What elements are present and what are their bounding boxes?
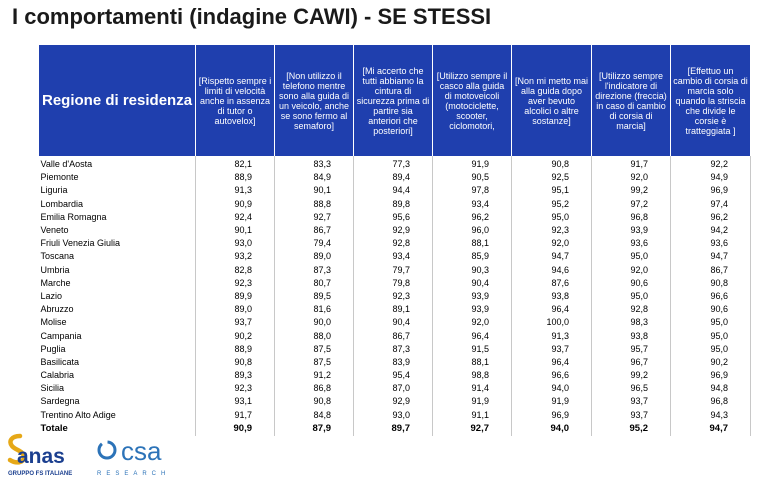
value-cell: 94,8	[671, 382, 751, 395]
region-name: Puglia	[39, 343, 196, 356]
value-cell: 92,8	[354, 237, 433, 250]
value-cell: 92,3	[512, 224, 592, 237]
column-header-seatbelt: [Mi accerto che tutti abbiamo la cintura di sicurezza prima di partire sia anteriori che posteriori]	[354, 45, 433, 156]
data-table	[38, 45, 751, 436]
value-cell: 92,7	[275, 211, 354, 224]
value-cell: 86,7	[671, 264, 751, 277]
value-cell: 93,7	[592, 395, 671, 408]
table-row	[39, 211, 751, 224]
value-cell: 93,9	[433, 290, 512, 303]
value-cell: 87,3	[275, 264, 354, 277]
value-cell: 88,1	[433, 237, 512, 250]
region-name: Trentino Alto Adige	[39, 409, 196, 422]
value-cell: 86,7	[354, 329, 433, 342]
value-cell: 90,2	[671, 356, 751, 369]
value-cell: 90,6	[671, 303, 751, 316]
table-row	[39, 290, 751, 303]
value-cell: 98,8	[433, 369, 512, 382]
value-cell: 95,2	[592, 422, 671, 436]
value-cell: 94,0	[512, 382, 592, 395]
region-name: Umbria	[39, 264, 196, 277]
value-cell: 99,2	[592, 184, 671, 197]
value-cell: 89,1	[354, 303, 433, 316]
value-cell: 90,8	[512, 156, 592, 171]
region-name: Totale	[39, 422, 196, 436]
value-cell: 79,8	[354, 277, 433, 290]
value-cell: 92,2	[671, 156, 751, 171]
value-cell: 97,8	[433, 184, 512, 197]
value-cell: 88,9	[196, 343, 275, 356]
value-cell: 81,6	[275, 303, 354, 316]
value-cell: 96,8	[671, 395, 751, 408]
value-cell: 88,8	[275, 198, 354, 211]
page-title: I comportamenti (indagine CAWI) - SE STESSI	[12, 4, 492, 29]
value-cell: 92,9	[354, 224, 433, 237]
value-cell: 77,3	[354, 156, 433, 171]
table-row	[39, 395, 751, 408]
table-row	[39, 409, 751, 422]
value-cell: 94,0	[512, 422, 592, 436]
value-cell: 95,0	[512, 211, 592, 224]
region-name: Piemonte	[39, 171, 196, 184]
table-row	[39, 382, 751, 395]
value-cell: 97,2	[592, 198, 671, 211]
value-cell: 87,0	[354, 382, 433, 395]
value-cell: 88,1	[433, 356, 512, 369]
value-cell: 98,3	[592, 316, 671, 329]
value-cell: 86,7	[275, 224, 354, 237]
value-cell: 79,7	[354, 264, 433, 277]
table-row	[39, 329, 751, 342]
value-cell: 90,8	[196, 356, 275, 369]
column-header-alcohol: [Non mi metto mai alla guida dopo aver bevuto alcolici o altre sostanze]	[512, 45, 592, 156]
value-cell: 90,4	[354, 316, 433, 329]
region-name: Marche	[39, 277, 196, 290]
csa-logo	[97, 436, 170, 477]
value-cell: 89,7	[354, 422, 433, 436]
csa-tagline: RESEARCH	[97, 471, 171, 477]
value-cell: 88,0	[275, 329, 354, 342]
region-name: Valle d'Aosta	[39, 156, 196, 171]
value-cell: 90,1	[196, 224, 275, 237]
region-name: Campania	[39, 329, 196, 342]
value-cell: 96,7	[592, 356, 671, 369]
value-cell: 90,9	[196, 198, 275, 211]
value-cell: 87,5	[275, 356, 354, 369]
value-cell: 88,9	[196, 171, 275, 184]
value-cell: 91,5	[433, 343, 512, 356]
value-cell: 93,0	[354, 409, 433, 422]
value-cell: 96,0	[433, 224, 512, 237]
value-cell: 92,0	[512, 237, 592, 250]
value-cell: 91,9	[433, 156, 512, 171]
region-name: Calabria	[39, 369, 196, 382]
table-body	[39, 156, 751, 436]
region-name: Friuli Venezia Giulia	[39, 237, 196, 250]
value-cell: 95,4	[354, 369, 433, 382]
table-row	[39, 224, 751, 237]
value-cell: 94,3	[671, 409, 751, 422]
value-cell: 94,7	[671, 250, 751, 263]
value-cell: 94,7	[671, 422, 751, 436]
value-cell: 96,2	[433, 211, 512, 224]
table-row	[39, 237, 751, 250]
value-cell: 93,2	[196, 250, 275, 263]
column-header-speed-limits: [Rispetto sempre i limiti di velocità anche in assenza di tutor o autovelox]	[196, 45, 275, 156]
region-name: Sardegna	[39, 395, 196, 408]
table-row	[39, 369, 751, 382]
value-cell: 95,2	[512, 198, 592, 211]
value-cell: 93,1	[196, 395, 275, 408]
value-cell: 93,6	[592, 237, 671, 250]
region-name: Molise	[39, 316, 196, 329]
value-cell: 92,5	[512, 171, 592, 184]
value-cell: 90,1	[275, 184, 354, 197]
value-cell: 99,2	[592, 369, 671, 382]
value-cell: 100,0	[512, 316, 592, 329]
value-cell: 96,4	[512, 303, 592, 316]
value-cell: 79,4	[275, 237, 354, 250]
value-cell: 95,0	[671, 316, 751, 329]
value-cell: 93,7	[592, 409, 671, 422]
value-cell: 92,3	[196, 277, 275, 290]
value-cell: 89,4	[354, 171, 433, 184]
value-cell: 90,8	[275, 395, 354, 408]
value-cell: 89,5	[275, 290, 354, 303]
value-cell: 92,8	[592, 303, 671, 316]
value-cell: 93,7	[512, 343, 592, 356]
value-cell: 91,9	[433, 395, 512, 408]
value-cell: 96,6	[512, 369, 592, 382]
anas-logo	[8, 436, 72, 477]
value-cell: 91,4	[433, 382, 512, 395]
region-name: Liguria	[39, 184, 196, 197]
value-cell: 96,9	[671, 369, 751, 382]
value-cell: 90,6	[592, 277, 671, 290]
value-cell: 86,8	[275, 382, 354, 395]
value-cell: 94,9	[671, 171, 751, 184]
region-name: Abruzzo	[39, 303, 196, 316]
value-cell: 94,2	[671, 224, 751, 237]
value-cell: 96,4	[512, 356, 592, 369]
value-cell: 89,9	[196, 290, 275, 303]
csa-ring-icon	[99, 442, 115, 458]
value-cell: 95,0	[592, 250, 671, 263]
value-cell: 94,6	[512, 264, 592, 277]
value-cell: 90,8	[671, 277, 751, 290]
anas-tagline: GRUPPO FS ITALIANE	[8, 471, 73, 477]
value-cell: 96,5	[592, 382, 671, 395]
table-row	[39, 277, 751, 290]
value-cell: 95,7	[592, 343, 671, 356]
value-cell: 90,5	[433, 171, 512, 184]
value-cell: 87,3	[354, 343, 433, 356]
value-cell: 96,4	[433, 329, 512, 342]
value-cell: 95,0	[592, 290, 671, 303]
value-cell: 91,1	[433, 409, 512, 422]
value-cell: 83,9	[354, 356, 433, 369]
value-cell: 89,8	[354, 198, 433, 211]
value-cell: 90,4	[433, 277, 512, 290]
value-cell: 91,3	[196, 184, 275, 197]
value-cell: 93,9	[433, 303, 512, 316]
value-cell: 94,4	[354, 184, 433, 197]
value-cell: 93,4	[433, 198, 512, 211]
value-cell: 95,1	[512, 184, 592, 197]
value-cell: 91,7	[196, 409, 275, 422]
value-cell: 93,6	[671, 237, 751, 250]
column-header-indicator: [Utilizzo sempre l'indicatore di direzione (freccia) in caso di cambio di corsia di marcia]	[592, 45, 671, 156]
table-row	[39, 156, 751, 171]
value-cell: 94,7	[512, 250, 592, 263]
value-cell: 87,5	[275, 343, 354, 356]
value-cell: 92,0	[592, 171, 671, 184]
column-header-lane-change: [Effettuo un cambio di corsia di marcia solo quando la striscia che divide le corsie è tratteggiata ]	[671, 45, 751, 156]
value-cell: 87,9	[275, 422, 354, 436]
value-cell: 93,9	[592, 224, 671, 237]
value-cell: 96,9	[512, 409, 592, 422]
table-row	[39, 250, 751, 263]
value-cell: 92,4	[196, 211, 275, 224]
value-cell: 95,6	[354, 211, 433, 224]
value-cell: 82,8	[196, 264, 275, 277]
value-cell: 96,9	[671, 184, 751, 197]
value-cell: 89,0	[275, 250, 354, 263]
value-cell: 84,8	[275, 409, 354, 422]
value-cell: 97,4	[671, 198, 751, 211]
region-name: Basilicata	[39, 356, 196, 369]
table-row	[39, 316, 751, 329]
region-name: Lazio	[39, 290, 196, 303]
region-column-header: Regione di residenza	[39, 45, 196, 156]
table-row	[39, 303, 751, 316]
value-cell: 91,3	[512, 329, 592, 342]
value-cell: 85,9	[433, 250, 512, 263]
header-row	[39, 45, 751, 156]
value-cell: 92,3	[354, 290, 433, 303]
value-cell: 90,3	[433, 264, 512, 277]
table-row	[39, 264, 751, 277]
region-name: Lombardia	[39, 198, 196, 211]
table-row	[39, 171, 751, 184]
value-cell: 92,3	[196, 382, 275, 395]
value-cell: 90,9	[196, 422, 275, 436]
value-cell: 96,2	[671, 211, 751, 224]
value-cell: 92,7	[433, 422, 512, 436]
value-cell: 93,8	[592, 329, 671, 342]
value-cell: 92,0	[433, 316, 512, 329]
value-cell: 83,3	[275, 156, 354, 171]
value-cell: 80,7	[275, 277, 354, 290]
value-cell: 92,9	[354, 395, 433, 408]
csa-wordmark: csa	[121, 436, 162, 466]
region-name: Toscana	[39, 250, 196, 263]
region-name: Veneto	[39, 224, 196, 237]
value-cell: 93,4	[354, 250, 433, 263]
region-name: Sicilia	[39, 382, 196, 395]
value-cell: 82,1	[196, 156, 275, 171]
logos	[4, 432, 204, 482]
value-cell: 93,0	[196, 237, 275, 250]
region-name: Emilia Romagna	[39, 211, 196, 224]
column-header-helmet: [Utilizzo sempre il casco alla guida di motoveicoli (motociclette, scooter, ciclomotori,	[433, 45, 512, 156]
value-cell: 89,3	[196, 369, 275, 382]
column-header-phone: [Non utilizzo il telefono mentre sono alla guida di un veicolo, anche se sono fermo al semaforo]	[275, 45, 354, 156]
table-row	[39, 198, 751, 211]
value-cell: 93,8	[512, 290, 592, 303]
value-cell: 91,9	[512, 395, 592, 408]
value-cell: 96,6	[671, 290, 751, 303]
value-cell: 91,7	[592, 156, 671, 171]
value-cell: 91,2	[275, 369, 354, 382]
value-cell: 96,8	[592, 211, 671, 224]
value-cell: 92,0	[592, 264, 671, 277]
value-cell: 89,0	[196, 303, 275, 316]
value-cell: 95,0	[671, 343, 751, 356]
table-row	[39, 356, 751, 369]
value-cell: 90,2	[196, 329, 275, 342]
anas-wordmark: anas	[17, 445, 65, 468]
value-cell: 93,7	[196, 316, 275, 329]
table-row	[39, 343, 751, 356]
value-cell: 87,6	[512, 277, 592, 290]
value-cell: 90,0	[275, 316, 354, 329]
value-cell: 84,9	[275, 171, 354, 184]
value-cell: 95,0	[671, 329, 751, 342]
table-row	[39, 184, 751, 197]
